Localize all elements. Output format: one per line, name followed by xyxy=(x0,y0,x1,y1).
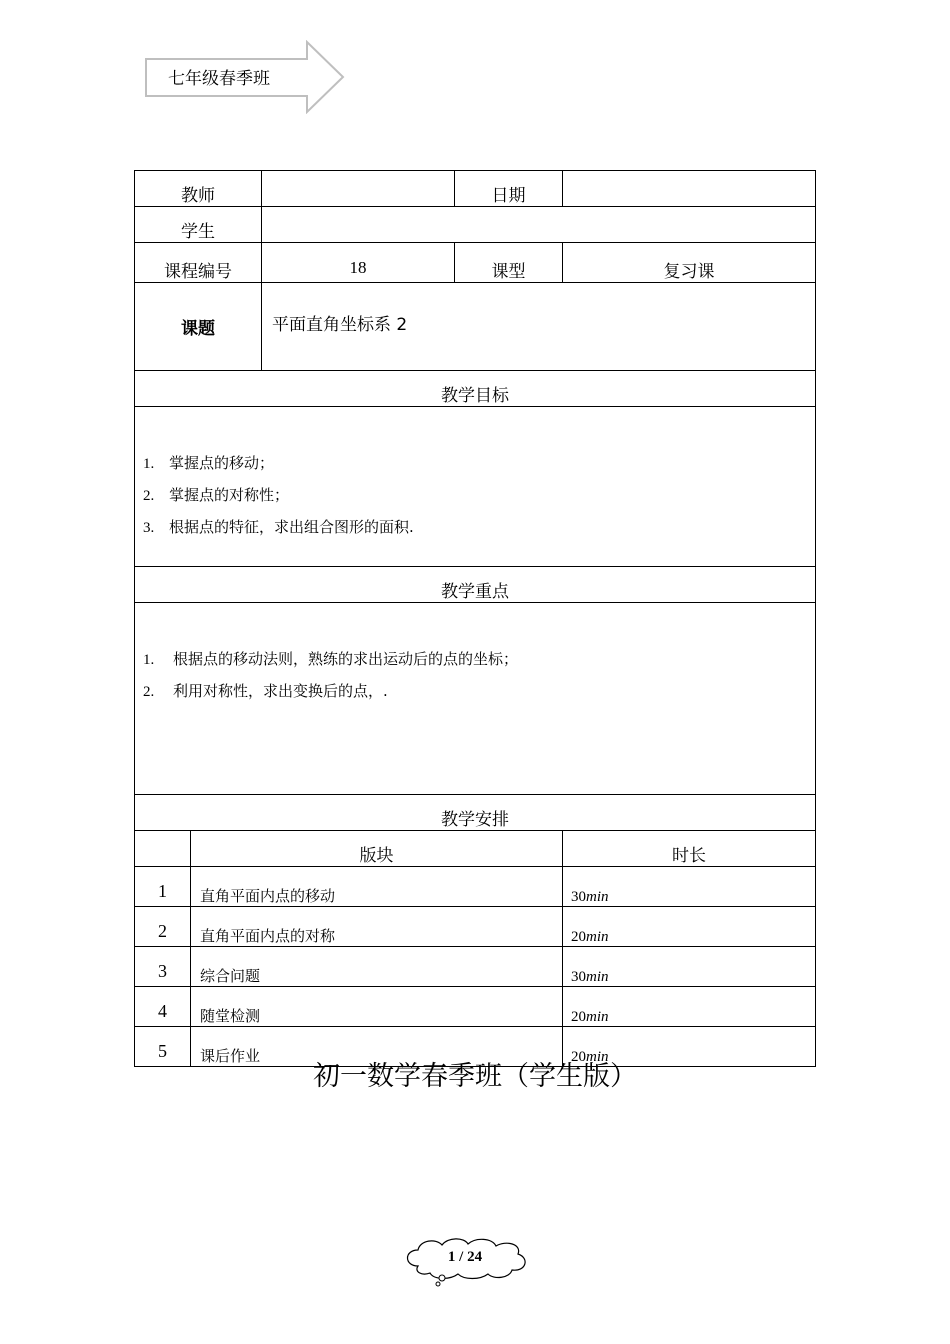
schedule-index: 4 xyxy=(135,987,191,1027)
keypoints-heading: 教学重点 xyxy=(135,567,816,603)
schedule-block: 综合问题 xyxy=(191,947,563,987)
schedule-block-header: 版块 xyxy=(191,831,563,867)
type-label: 课型 xyxy=(455,243,563,283)
schedule-header-row xyxy=(135,831,816,867)
type-value: 复习课 xyxy=(563,243,816,283)
page-number-badge xyxy=(398,1236,532,1288)
schedule-index: 2 xyxy=(135,907,191,947)
course-no-value: 18 xyxy=(262,243,455,283)
schedule-heading: 教学安排 xyxy=(135,795,816,831)
schedule-duration: 30min xyxy=(563,867,816,907)
topic-label: 课题 xyxy=(135,283,262,371)
goals-heading: 教学目标 xyxy=(135,371,816,407)
keypoints-content-row xyxy=(135,603,816,795)
list-item: 2. 利用对称性，求出变换后的点，. xyxy=(143,682,388,700)
topic-row xyxy=(135,283,816,371)
student-value[interactable] xyxy=(262,207,816,243)
schedule-block: 课后作业 xyxy=(191,1027,563,1067)
schedule-duration-header: 时长 xyxy=(563,831,816,867)
lesson-plan-table xyxy=(134,170,816,1067)
table-row xyxy=(135,987,816,1027)
schedule-index: 3 xyxy=(135,947,191,987)
teacher-value[interactable] xyxy=(262,171,455,207)
schedule-duration: 30min xyxy=(563,947,816,987)
student-label: 学生 xyxy=(135,207,262,243)
course-row xyxy=(135,243,816,283)
date-label: 日期 xyxy=(455,171,563,207)
list-item: 3. 根据点的特征，求出组合图形的面积. xyxy=(143,518,414,536)
schedule-index: 1 xyxy=(135,867,191,907)
teacher-label: 教师 xyxy=(135,171,262,207)
keypoints-heading-row xyxy=(135,567,816,603)
course-no-label: 课程编号 xyxy=(135,243,262,283)
table-row xyxy=(135,867,816,907)
teacher-row xyxy=(135,171,816,207)
list-item: 2. 掌握点的对称性； xyxy=(143,486,290,504)
schedule-index-header xyxy=(135,831,191,867)
schedule-heading-row xyxy=(135,795,816,831)
table-row xyxy=(135,947,816,987)
goals-heading-row xyxy=(135,371,816,407)
table-row xyxy=(135,907,816,947)
goals-content xyxy=(135,407,816,567)
keypoints-content xyxy=(135,603,816,795)
schedule-block: 随堂检测 xyxy=(191,987,563,1027)
list-item: 1. 掌握点的移动； xyxy=(143,454,275,472)
student-row xyxy=(135,207,816,243)
grade-arrow-banner xyxy=(144,40,346,114)
goals-list xyxy=(135,407,815,543)
list-item: 1. 根据点的移动法则，熟练的求出运动后的点的坐标； xyxy=(143,650,519,668)
keypoints-list xyxy=(135,603,815,707)
schedule-block: 直角平面内点的对称 xyxy=(191,907,563,947)
goals-content-row xyxy=(135,407,816,567)
page-number: 1 / 24 xyxy=(447,1249,483,1265)
schedule-block: 直角平面内点的移动 xyxy=(191,867,563,907)
schedule-duration: 20min xyxy=(563,1027,816,1067)
schedule-index: 5 xyxy=(135,1027,191,1067)
date-value[interactable] xyxy=(563,171,816,207)
grade-label: 七年级春季班 xyxy=(168,69,270,89)
schedule-duration: 20min xyxy=(563,907,816,947)
footer-title: 初一数学春季班（学生版） xyxy=(313,1061,637,1092)
topic-value: 平面直角坐标系 2 xyxy=(262,283,816,371)
schedule-duration: 20min xyxy=(563,987,816,1027)
